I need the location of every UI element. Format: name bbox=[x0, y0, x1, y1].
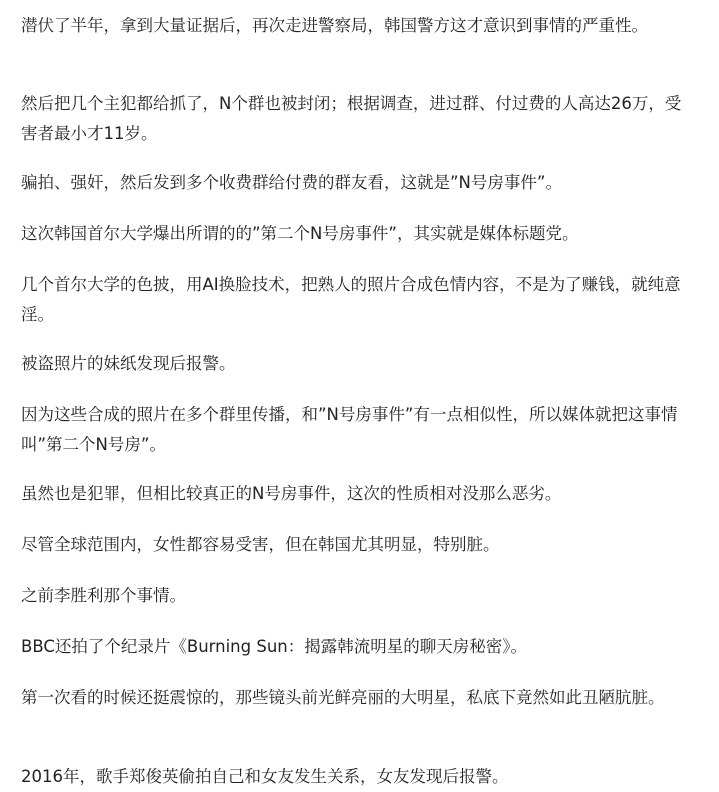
article-paragraph: 因为这些合成的照片在多个群里传播，和”N号房事件”有一点相似性，所以媒体就把这事情叫”第二个N号房”。 bbox=[21, 405, 678, 454]
article-paragraph: 这次韩国首尔大学爆出所谓的的”第二个N号房事件”，其实就是媒体标题党。 bbox=[21, 224, 579, 243]
article-paragraph: 几个首尔大学的色披，用AI换脸技术，把熟人的照片合成色情内容，不是为了赚钱，就纯意淫。 bbox=[21, 275, 681, 324]
article-paragraph: 尽管全球范围内，女性都容易受害，但在韩国尤其明显，特别脏。 bbox=[21, 535, 500, 554]
article-paragraph: 第一次看的时候还挺震惊的，那些镜头前光鲜亮丽的大明星，私底下竟然如此丑陋肮脏。 bbox=[21, 688, 665, 707]
article-paragraph: 潜伏了半年，拿到大量证据后，再次走进警察局，韩国警方这才意识到事情的严重性。 bbox=[21, 16, 648, 35]
article-paragraph: 2016年，歌手郑俊英偷拍自己和女友发生关系，女友发现后报警。 bbox=[21, 767, 509, 786]
article-paragraph: BBC还拍了个纪录片《Burning Sun：揭露韩流明星的聊天房秘密》。 bbox=[21, 637, 527, 656]
article-paragraph: 被盗照片的妹纸发现后报警。 bbox=[21, 354, 236, 373]
article-paragraph: 虽然也是犯罪，但相比较真正的N号房事件，这次的性质相对没那么恶劣。 bbox=[21, 484, 562, 503]
article-paragraph: 之前李胜利那个事情。 bbox=[21, 586, 186, 605]
article-paragraph: 骗拍、强奸，然后发到多个收费群给付费的群友看，这就是”N号房事件”。 bbox=[21, 173, 562, 192]
article-paragraph: 然后把几个主犯都给抓了，N个群也被封闭；根据调查，进过群、付过费的人高达26万，受害者最小才11岁。 bbox=[21, 94, 682, 143]
